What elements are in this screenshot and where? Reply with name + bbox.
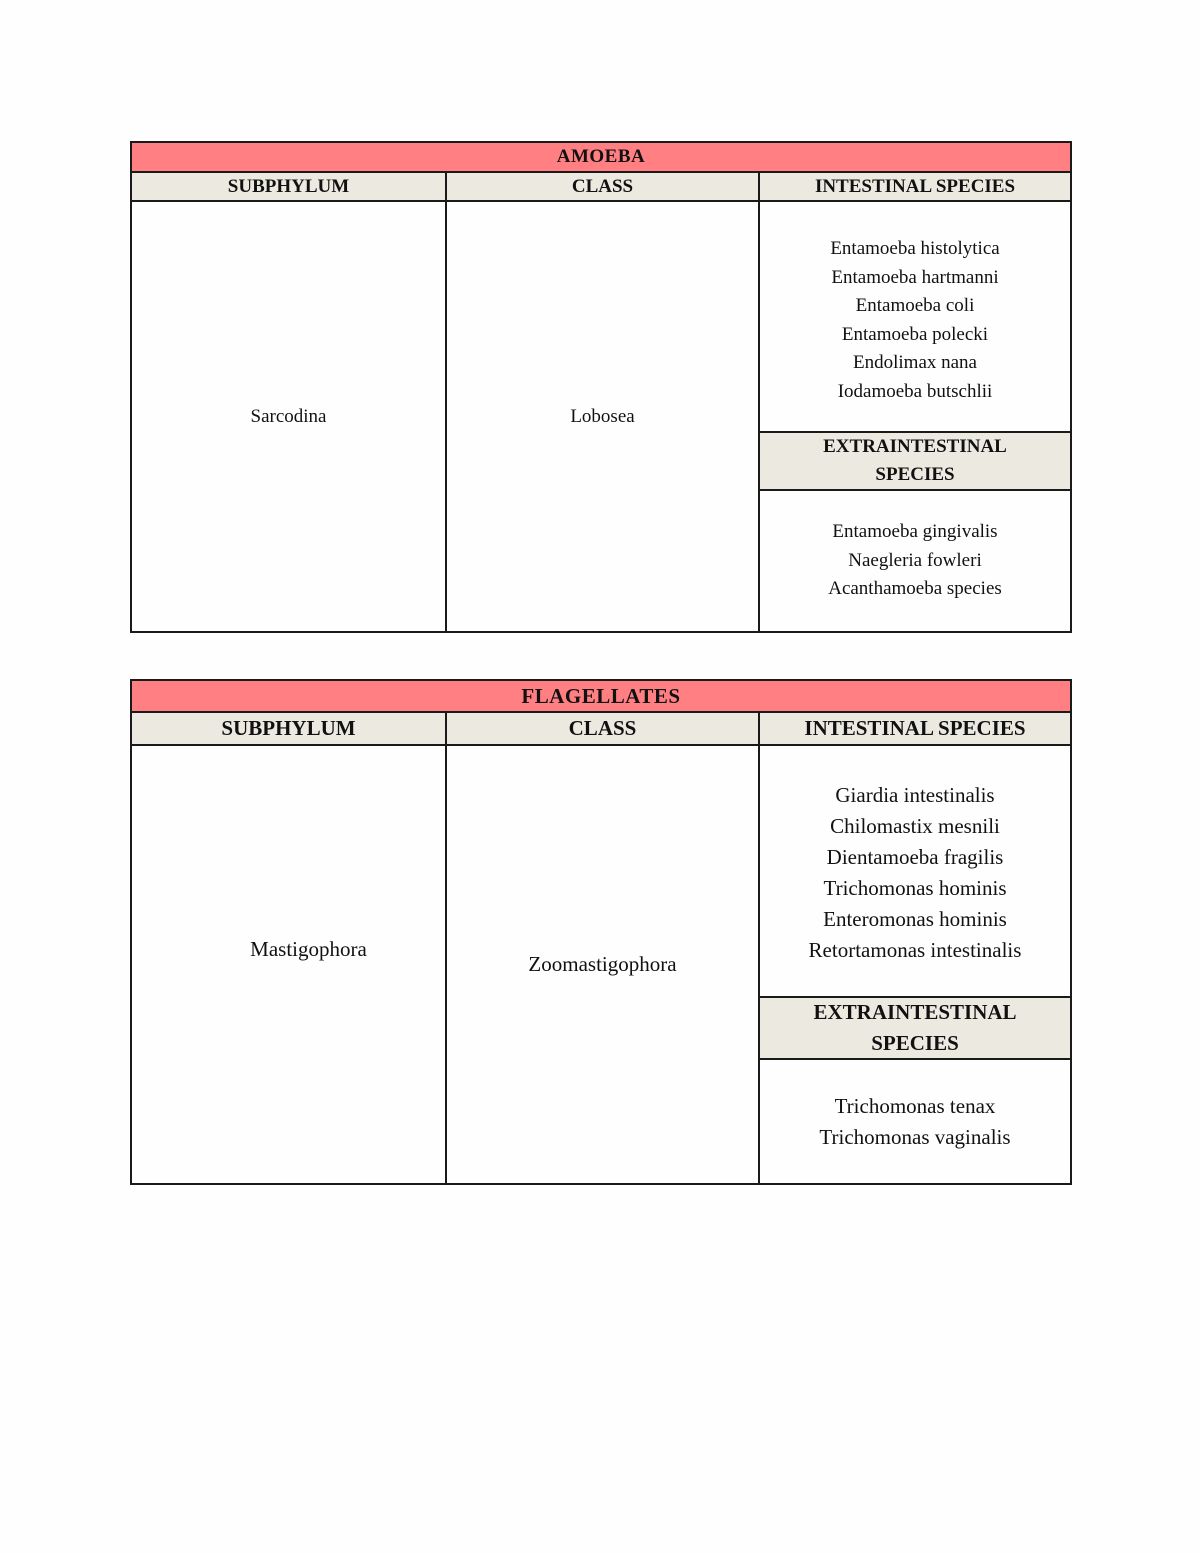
table-title: AMOEBA [132,143,1070,173]
list-item: Entamoeba coli [855,295,975,316]
species-cell [758,202,1070,631]
extraintestinal-species-header [760,431,1070,491]
table-body [132,202,1070,631]
intestinal-species-list [760,202,1070,431]
subhead-line: SPECIES [875,464,955,485]
extraintestinal-species-list [760,1060,1070,1183]
amoeba-table [130,141,1072,633]
subphylum-cell: Sarcodina [250,405,327,427]
list-item: Entamoeba gingivalis [832,521,998,543]
subhead-line: SPECIES [871,1031,959,1055]
table-body [132,746,1070,1183]
list-item: Trichomonas tenax [834,1093,996,1118]
list-item: Enteromonas hominis [823,907,1007,931]
subphylum-header: SUBPHYLUM [132,713,445,744]
species-cell [758,746,1070,1183]
list-item: Trichomonas hominis [823,876,1007,900]
list-item: Entamoeba polecki [841,323,989,345]
subhead-line: EXTRAINTESTINAL [823,436,1007,457]
list-item: Acanthamoeba species [828,578,1002,600]
list-item: Retortamonas intestinalis [808,938,1022,962]
list-item: Trichomonas vaginalis [819,1124,1011,1149]
list-item: Dientamoeba fragilis [826,845,1004,869]
header-row [132,173,1070,202]
list-item: Entamoeba hartmanni [831,266,999,288]
subphylum-header: SUBPHYLUM [132,173,445,200]
extraintestinal-species-list [760,491,1070,631]
list-item: Endolimax nana [853,352,977,373]
table-title: FLAGELLATES [132,681,1070,713]
header-row [132,713,1070,746]
subhead-line: EXTRAINTESTINAL [813,1000,1017,1024]
extraintestinal-species-header [760,996,1070,1060]
intestinal-species-list [760,746,1070,996]
list-item: Naegleria fowleri [848,549,982,571]
class-header: CLASS [445,713,758,744]
class-cell: Lobosea [445,202,758,631]
intestinal-species-header: INTESTINAL SPECIES [758,173,1070,200]
intestinal-species-header: INTESTINAL SPECIES [758,713,1070,744]
list-item: Entamoeba histolytica [830,238,1000,259]
list-item: Iodamoeba butschlii [837,380,993,402]
flagellates-table [130,679,1072,1185]
list-item: Giardia intestinalis [835,783,995,807]
class-header: CLASS [445,173,758,200]
list-item: Chilomastix mesnili [830,814,1000,838]
class-cell: Zoomastigophora [445,746,758,1183]
subphylum-cell: Mastigophora [250,937,367,961]
